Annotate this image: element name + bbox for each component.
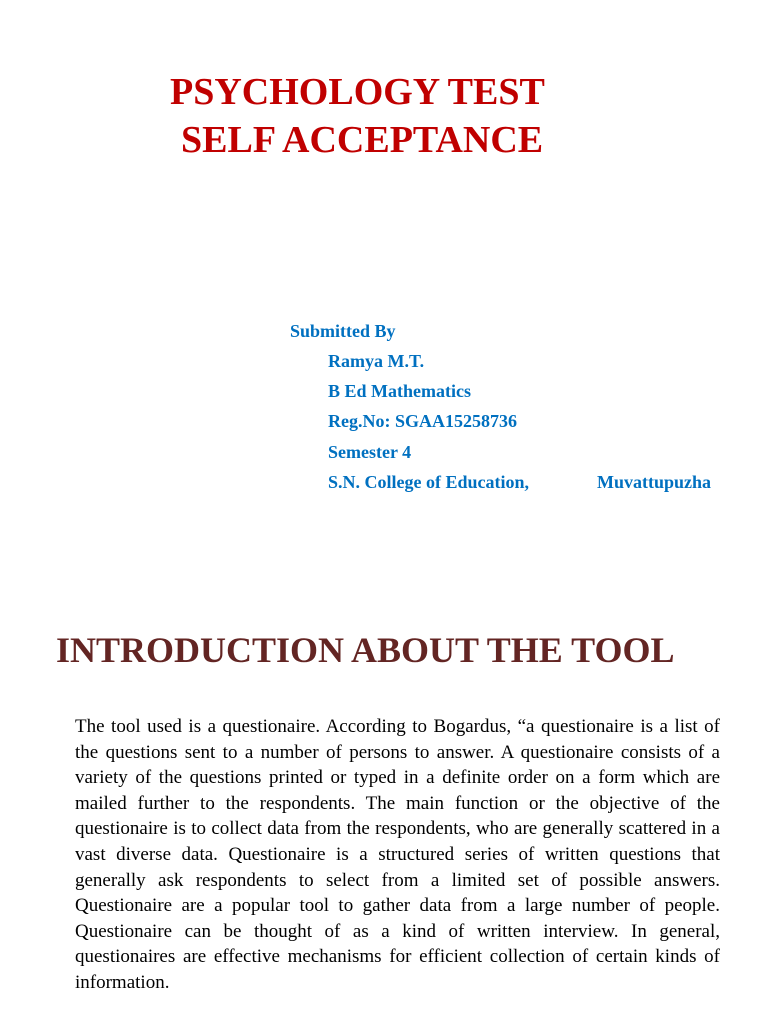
college-location: Muvattupuzha (597, 472, 712, 492)
presentation-title-line-2: SELF ACCEPTANCE (181, 119, 544, 161)
presentation-title-line-1: PSYCHOLOGY TEST (170, 71, 545, 113)
introduction-heading: INTRODUCTION ABOUT THE TOOL (56, 630, 675, 670)
college-name: S.N. College of Education, (328, 472, 530, 492)
semester: Semester 4 (328, 442, 412, 462)
course-name: B Ed Mathematics (328, 381, 471, 401)
student-name: Ramya M.T. (328, 351, 425, 371)
introduction-paragraph: The tool used is a questionaire. According to Bogardus, “a questionaire is a list of the questions sent to a number of persons to answer. A questionaire consists of a variety of the questions printed or typed in a definite order on a form which are mailed further to the respondents. The main function or the objective of the questionaire is to collect data from the respondents, who are generally scattered in a vast diverse data. Questionaire is a structured series of written questions that generally ask respondents to select from a limited set of possible answers. Questionaire are a popular tool to gather data from a large number of people. Questionaire can be thought of as a kind of written interview. In general, questionaires are effective mechanisms for efficient collection of certain kinds of information. (75, 716, 720, 993)
introduction-slide (0, 590, 768, 1024)
registration-number: Reg.No: SGAA15258736 (328, 411, 517, 431)
submitted-by-heading: Submitted By (290, 321, 396, 341)
